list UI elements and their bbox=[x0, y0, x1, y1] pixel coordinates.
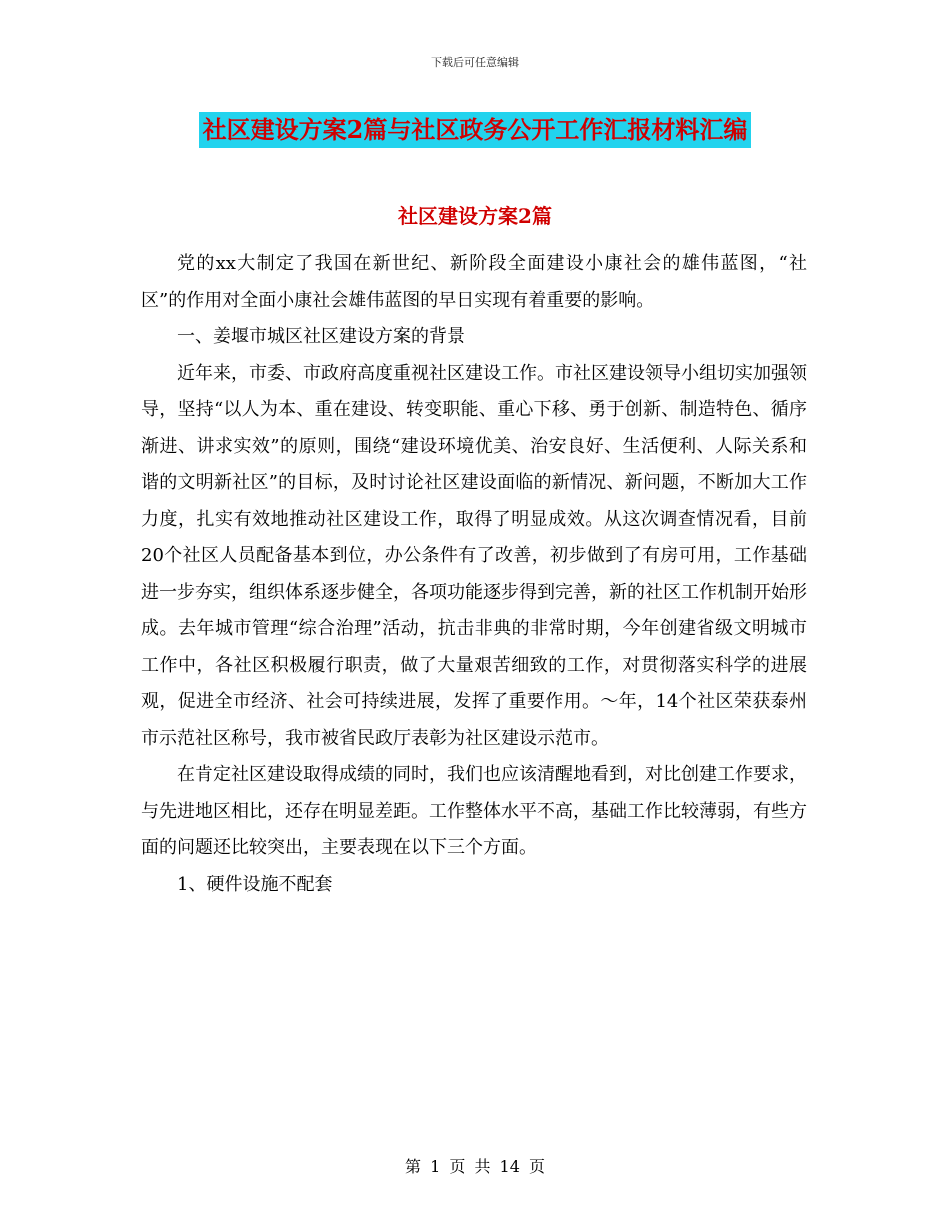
paragraph-heading-background: 一、姜堰市城区社区建设方案的背景 bbox=[177, 326, 465, 347]
document-title bbox=[0, 112, 950, 148]
paragraph-intro: 党的xx大制定了我国在新世纪、新阶段全面建设小康社会的雄伟蓝图，“社区”的作用对全面小康社会雄伟蓝图的早日实现有着重要的影响。 bbox=[141, 253, 807, 311]
paragraph-heading-hardware: 1、硬件设施不配套 bbox=[177, 873, 333, 895]
document-body bbox=[141, 246, 807, 903]
section-title: 社区建设方案2篇 bbox=[398, 204, 552, 228]
document-title-text: 社区建设方案2篇与社区政务公开工作汇报材料汇编 bbox=[199, 112, 752, 148]
page-number-footer: 第 1 页 共 14 页 bbox=[405, 1157, 545, 1176]
paragraph-achievements: 近年来，市委、市政府高度重视社区建设工作。市社区建设领导小组切实加强领导，坚持“以人为本、重在建设、转变职能、重心下移、勇于创新、制造特色、循序渐进、讲求实效”的原则，围绕“建设环境优美、治安良好、生活便利、人际关系和谐的文明新社区”的目标，及时讨论社区建设面临的新情况、新问题，不断加大工作力度，扎实有效地推动社区建设工作，取得了明显成效。从这次调查情况看，目前20个社区人员配备基本到位，办公条件有了改善，初步做到了有房可用，工作基础进一步夯实，组织体系逐步健全，各项功能逐步得到完善，新的社区工作机制开始形成。去年城市管理“综合治理”活动，抗击非典的非常时期，今年创建省级文明城市工作中，各社区积极履行职责，做了大量艰苦细致的工作，对贯彻落实科学的进展观，促进全市经济、社会可持续进展，发挥了重要作用。～年，14个社区荣获泰州市示范社区称号，我市被省民政厅表彰为社区建设示范市。 bbox=[141, 362, 807, 749]
paragraph-gaps: 在肯定社区建设取得成绩的同时，我们也应该清醒地看到，对比创建工作要求，与先进地区相比，还存在明显差距。工作整体水平不高，基础工作比较薄弱，有些方面的问题还比较突出，主要表现在以下三个方面。 bbox=[141, 764, 807, 858]
page-header-note: 下载后可任意编辑 bbox=[431, 56, 519, 69]
